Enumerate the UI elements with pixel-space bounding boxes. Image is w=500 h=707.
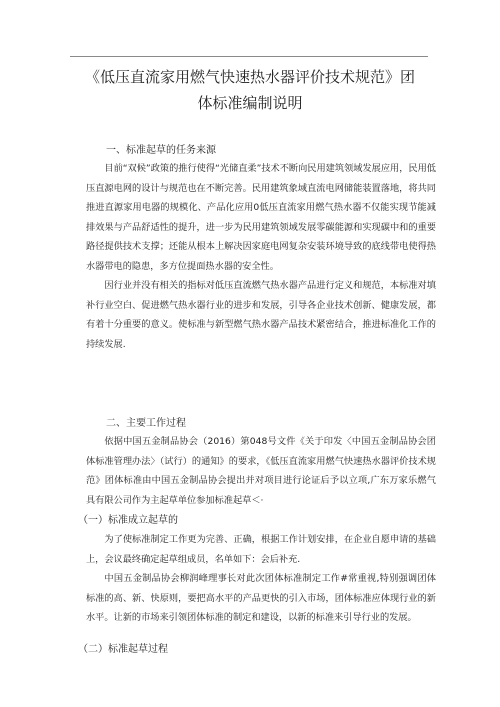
subsection1-paragraph-2: 中国五金制品协会柳润峰理事长对此次团体标准制定工作#常重视,特别强调团体标准的高、新、快原则，要把高水平的产品更快的引入市场，团体标准应体现行业的新水平。让新的市场来引领团体标准的制定和建设，以新的标准来引导行业的发展。 (86, 573, 436, 623)
section1-heading: 一、标准起草的任务来源 (106, 145, 216, 156)
subsection1-heading: （一）标准成立起草的 (78, 515, 178, 526)
section2-paragraph-1: 依据中国五金制品协会（2016）第048号文件《关于印发〈中国五金制品协会团体标准管理办法〉（试行）的通知》的要求，《低压直流家用燃气快速热水器评价技术规范》团体标准由中国五金制品协会提出并对项目进行论证后予以立项,广东万家乐燃气具有限公司作为主起草单位参加标准起草＜· (86, 436, 436, 506)
document-title-line2: 体标准编制说明 (197, 94, 303, 112)
section1-paragraph-1: 目前“双候”政策的推行使得“光储直柔”技术不断向民用建筑领域发展应用，民用低压直源电网的设计与规范也在不断完善。民用建筑象域直流电网储能装置落地，将共同推进直源家用电器的规模化、产品化应用0低压直流家用燃气热水器不仅能实现节能减排效果与产品舒适性的提升，进一步为民用建筑领域发展零碳能源和实现碳中和的重要路径提供技术支撑；还能从根本上解决因家庭电网复杂安装环境导致的底线带电使得热水器带电的隐患，多方位提面热水器的安全性。 (86, 163, 436, 272)
subsection1-body (86, 530, 436, 628)
document-title-line1: 《低压直流家用燃气快速热水器评价技术规范》团 (84, 68, 415, 86)
section2-heading: 二、主要工作过程 (106, 418, 186, 429)
section2-body (86, 432, 436, 510)
header-rule (70, 56, 428, 57)
section1-body (86, 159, 436, 354)
subsection1-paragraph-1: 为了使标准制定工作更为完善、正确，根据工作计划安排，在企业自愿申请的基础上，会议最终确定起草组成员，名单如下：会后补充. (86, 534, 436, 565)
section1-paragraph-2: 因行业并没有相关的指标对低压直流燃气热水器产品进行定义和规范，本标准对填补行业空白、促进燃气热水器行业的进步和发展，引导各企业技术创新、健康发展，都有着十分重要的意义。使标准与新型燃气热水器产品技术紧密结合，推进标准化工作的持续发展. (86, 280, 436, 350)
subsection2-heading: （二）标准起草过程 (78, 644, 168, 655)
